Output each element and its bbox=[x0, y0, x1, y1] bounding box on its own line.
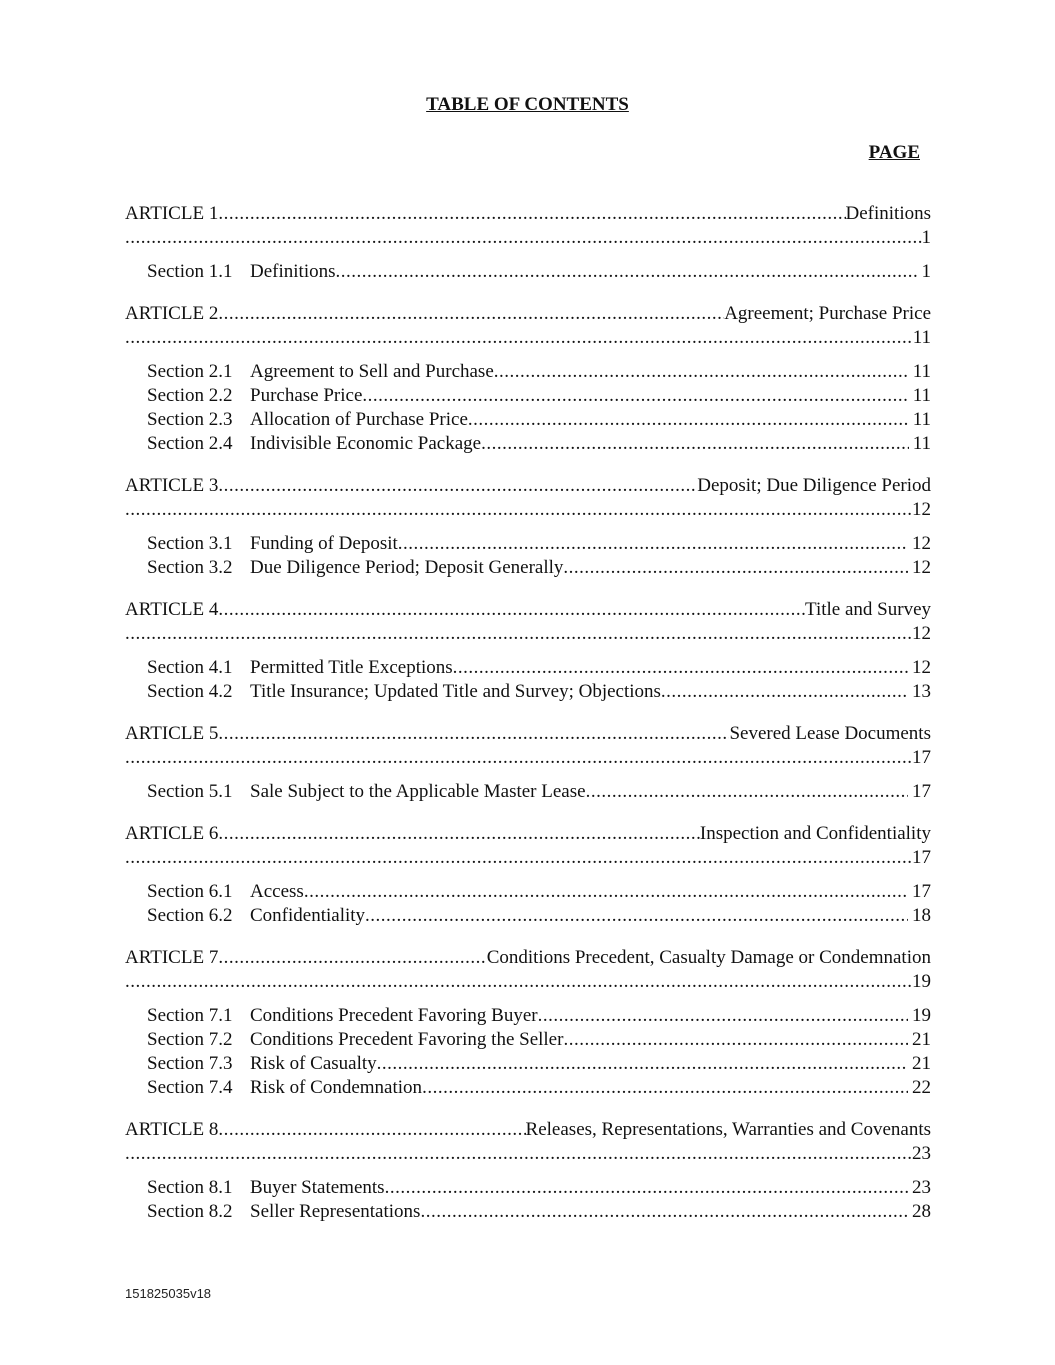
section-title: Due Diligence Period; Deposit Generally bbox=[250, 557, 564, 578]
section-title: Buyer Statements bbox=[250, 1177, 385, 1198]
toc-article bbox=[125, 946, 931, 1100]
section-page-number: 21 bbox=[912, 1029, 931, 1050]
toc-article bbox=[125, 722, 931, 804]
toc-section bbox=[125, 532, 931, 556]
toc-section bbox=[125, 384, 931, 408]
dot-leader bbox=[304, 880, 908, 904]
article-heading-line bbox=[125, 474, 931, 498]
section-title: Access bbox=[250, 881, 304, 902]
section-page-number: 19 bbox=[912, 1005, 931, 1026]
article-title: Agreement; Purchase Price bbox=[724, 303, 931, 324]
page-title: TABLE OF CONTENTS bbox=[426, 94, 629, 115]
dot-leader bbox=[218, 474, 697, 498]
table-of-contents bbox=[125, 202, 931, 1242]
section-number: Section 6.1 bbox=[147, 881, 233, 902]
toc-section bbox=[125, 656, 931, 680]
article-page-number: 11 bbox=[912, 327, 931, 348]
article-page-line bbox=[125, 622, 931, 646]
section-page-number: 1 bbox=[921, 261, 931, 282]
article-page-number: 19 bbox=[912, 971, 931, 992]
section-page-number: 12 bbox=[912, 557, 931, 578]
section-number: Section 7.2 bbox=[147, 1029, 233, 1050]
section-page-number: 11 bbox=[912, 433, 931, 454]
dot-leader bbox=[362, 384, 908, 408]
section-list bbox=[125, 532, 931, 580]
article-title: Title and Survey bbox=[805, 599, 931, 620]
section-number: Section 8.2 bbox=[147, 1201, 233, 1222]
section-list bbox=[125, 1004, 931, 1100]
article-title: Severed Lease Documents bbox=[729, 723, 931, 744]
section-page-number: 23 bbox=[912, 1177, 931, 1198]
section-number: Section 7.1 bbox=[147, 1005, 233, 1026]
section-page-number: 22 bbox=[912, 1077, 931, 1098]
toc-article bbox=[125, 822, 931, 928]
section-page-number: 28 bbox=[912, 1201, 931, 1222]
article-label: ARTICLE 7 bbox=[125, 947, 219, 968]
section-list bbox=[125, 360, 931, 456]
toc-section bbox=[125, 1028, 931, 1052]
section-title: Definitions bbox=[250, 261, 336, 282]
section-title: Allocation of Purchase Price bbox=[250, 409, 468, 430]
article-title: Releases, Representations, Warranties and Covenants bbox=[525, 1119, 931, 1140]
article-page-line bbox=[125, 1142, 931, 1166]
toc-section bbox=[125, 432, 931, 456]
article-label: ARTICLE 4 bbox=[125, 599, 219, 620]
dot-leader bbox=[468, 408, 909, 432]
section-number: Section 7.4 bbox=[147, 1077, 233, 1098]
section-page-number: 18 bbox=[912, 905, 931, 926]
dot-leader bbox=[365, 904, 908, 928]
section-title: Seller Representations bbox=[250, 1201, 421, 1222]
toc-section bbox=[125, 1200, 931, 1224]
section-list bbox=[125, 1176, 931, 1224]
dot-leader bbox=[422, 1076, 908, 1100]
page-column-header: PAGE bbox=[868, 142, 920, 163]
article-page-line bbox=[125, 226, 931, 250]
document-id: 151825035v18 bbox=[125, 1286, 212, 1301]
toc-section bbox=[125, 360, 931, 384]
section-list bbox=[125, 880, 931, 928]
section-number: Section 8.1 bbox=[147, 1177, 233, 1198]
dot-leader bbox=[538, 1004, 908, 1028]
article-title: Conditions Precedent, Casualty Damage or Condemnation bbox=[486, 947, 931, 968]
dot-leader bbox=[336, 260, 918, 284]
dot-leader bbox=[563, 1028, 908, 1052]
toc-article bbox=[125, 474, 931, 580]
section-page-number: 17 bbox=[912, 781, 931, 802]
toc-article bbox=[125, 1118, 931, 1224]
article-page-line bbox=[125, 326, 931, 350]
section-number: Section 3.1 bbox=[147, 533, 233, 554]
section-title: Title Insurance; Updated Title and Survey; Objections bbox=[250, 681, 661, 702]
dot-leader bbox=[661, 680, 908, 704]
dot-leader bbox=[125, 498, 912, 522]
dot-leader bbox=[125, 226, 922, 250]
section-title: Confidentiality bbox=[250, 905, 366, 926]
toc-section bbox=[125, 780, 931, 804]
article-label: ARTICLE 8 bbox=[125, 1119, 219, 1140]
toc-section bbox=[125, 680, 931, 704]
article-label: ARTICLE 2 bbox=[125, 303, 219, 324]
toc-article bbox=[125, 598, 931, 704]
toc-section bbox=[125, 904, 931, 928]
dot-leader bbox=[125, 622, 912, 646]
toc-section bbox=[125, 556, 931, 580]
article-label: ARTICLE 5 bbox=[125, 723, 219, 744]
article-page-line bbox=[125, 746, 931, 770]
section-number: Section 2.1 bbox=[147, 361, 233, 382]
dot-leader bbox=[385, 1176, 908, 1200]
section-page-number: 11 bbox=[912, 385, 931, 406]
article-heading-line bbox=[125, 822, 931, 846]
dot-leader bbox=[218, 598, 805, 622]
toc-article bbox=[125, 202, 931, 284]
article-heading-line bbox=[125, 1118, 931, 1142]
article-heading-line bbox=[125, 722, 931, 746]
section-number: Section 2.2 bbox=[147, 385, 233, 406]
article-page-number: 17 bbox=[912, 747, 931, 768]
section-title: Sale Subject to the Applicable Master Lease bbox=[250, 781, 586, 802]
article-heading-line bbox=[125, 302, 931, 326]
section-page-number: 11 bbox=[912, 409, 931, 430]
section-title: Risk of Condemnation bbox=[250, 1077, 423, 1098]
section-page-number: 11 bbox=[912, 361, 931, 382]
article-page-number: 12 bbox=[912, 499, 931, 520]
section-title: Risk of Casualty bbox=[250, 1053, 377, 1074]
article-title: Deposit; Due Diligence Period bbox=[697, 475, 931, 496]
section-number: Section 4.1 bbox=[147, 657, 233, 678]
dot-leader bbox=[218, 822, 700, 846]
section-number: Section 2.3 bbox=[147, 409, 233, 430]
section-page-number: 21 bbox=[912, 1053, 931, 1074]
dot-leader bbox=[563, 556, 908, 580]
section-title: Conditions Precedent Favoring Buyer bbox=[250, 1005, 538, 1026]
dot-leader bbox=[218, 946, 486, 970]
dot-leader bbox=[453, 656, 908, 680]
dot-leader bbox=[377, 1052, 908, 1076]
dot-leader bbox=[125, 1142, 912, 1166]
article-page-number: 17 bbox=[912, 847, 931, 868]
section-page-number: 12 bbox=[912, 533, 931, 554]
section-number: Section 3.2 bbox=[147, 557, 233, 578]
toc-section bbox=[125, 1176, 931, 1200]
section-title: Indivisible Economic Package bbox=[250, 433, 482, 454]
section-title: Purchase Price bbox=[250, 385, 363, 406]
toc-section bbox=[125, 1004, 931, 1028]
toc-section bbox=[125, 1052, 931, 1076]
dot-leader bbox=[218, 1118, 525, 1142]
dot-leader bbox=[218, 202, 845, 226]
section-page-number: 17 bbox=[912, 881, 931, 902]
dot-leader bbox=[398, 532, 908, 556]
section-number: Section 2.4 bbox=[147, 433, 233, 454]
section-list bbox=[125, 260, 931, 284]
article-heading-line bbox=[125, 946, 931, 970]
toc-section bbox=[125, 408, 931, 432]
article-heading-line bbox=[125, 202, 931, 226]
section-number: Section 4.2 bbox=[147, 681, 233, 702]
toc-section bbox=[125, 880, 931, 904]
dot-leader bbox=[125, 326, 913, 350]
article-page-line bbox=[125, 970, 931, 994]
article-title: Definitions bbox=[845, 203, 931, 224]
section-page-number: 13 bbox=[912, 681, 931, 702]
dot-leader bbox=[586, 780, 908, 804]
dot-leader bbox=[125, 970, 912, 994]
dot-leader bbox=[420, 1200, 908, 1224]
article-label: ARTICLE 1 bbox=[125, 203, 219, 224]
section-title: Funding of Deposit bbox=[250, 533, 398, 554]
section-title: Permitted Title Exceptions bbox=[250, 657, 453, 678]
section-number: Section 6.2 bbox=[147, 905, 233, 926]
section-page-number: 12 bbox=[912, 657, 931, 678]
dot-leader bbox=[125, 746, 912, 770]
toc-section bbox=[125, 260, 931, 284]
dot-leader bbox=[218, 302, 724, 326]
article-page-number: 12 bbox=[912, 623, 931, 644]
article-label: ARTICLE 6 bbox=[125, 823, 219, 844]
toc-article bbox=[125, 302, 931, 456]
section-number: Section 5.1 bbox=[147, 781, 233, 802]
dot-leader bbox=[494, 360, 909, 384]
section-list bbox=[125, 780, 931, 804]
article-page-line bbox=[125, 498, 931, 522]
article-label: ARTICLE 3 bbox=[125, 475, 219, 496]
section-title: Conditions Precedent Favoring the Seller bbox=[250, 1029, 564, 1050]
article-page-number: 1 bbox=[921, 227, 931, 248]
section-number: Section 7.3 bbox=[147, 1053, 233, 1074]
section-number: Section 1.1 bbox=[147, 261, 233, 282]
article-page-line bbox=[125, 846, 931, 870]
dot-leader bbox=[218, 722, 729, 746]
section-list bbox=[125, 656, 931, 704]
toc-section bbox=[125, 1076, 931, 1100]
dot-leader bbox=[125, 846, 912, 870]
article-title: Inspection and Confidentiality bbox=[699, 823, 931, 844]
dot-leader bbox=[481, 432, 909, 456]
section-title: Agreement to Sell and Purchase bbox=[250, 361, 494, 382]
article-page-number: 23 bbox=[912, 1143, 931, 1164]
article-heading-line bbox=[125, 598, 931, 622]
